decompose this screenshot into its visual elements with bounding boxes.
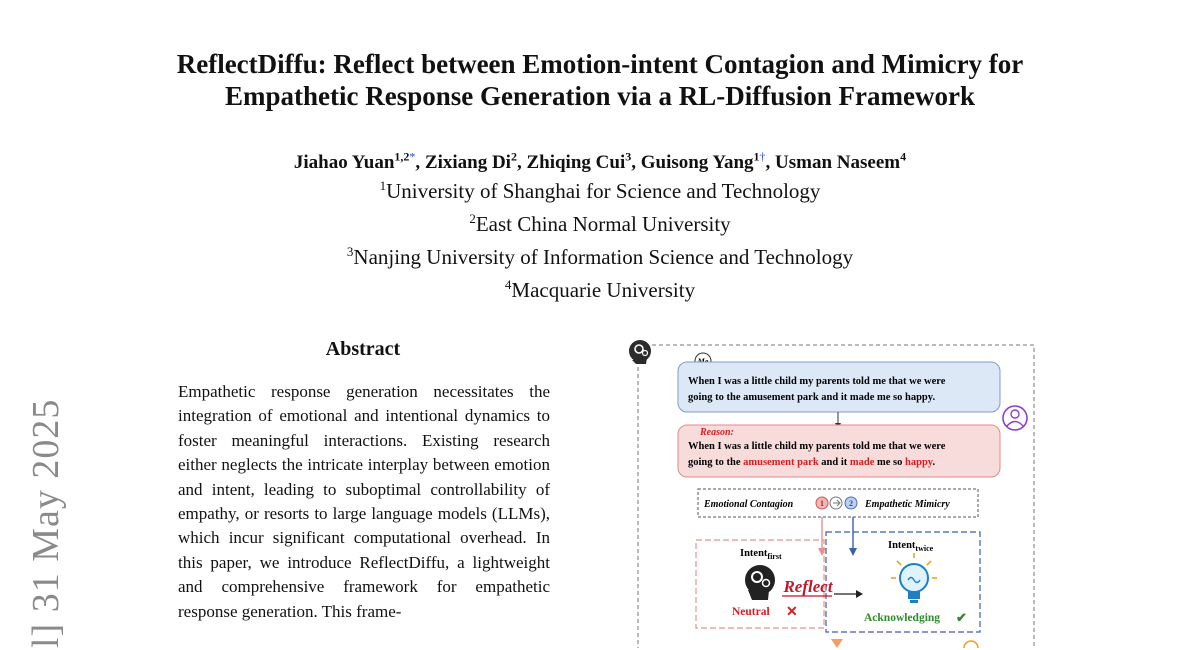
reason-label: Reason: (700, 427, 734, 438)
reason-line-1: When I was a little child my parents told me that we were (688, 441, 946, 452)
affiliation-2: $^2$East China Normal University (469, 211, 731, 236)
utterance-line-2: going to the amusement park and it made me so happy. (688, 392, 936, 403)
svg-text:2: 2 (849, 499, 853, 508)
author-3: Zhiqing Cui$^3$, (526, 150, 641, 174)
author-1: Jiahao Yuan$^{1,2*}$, (293, 150, 425, 174)
utterance-line-1: When I was a little child my parents told me that we were (688, 376, 946, 387)
author-2: Zixiang Di$^2$, (424, 150, 527, 174)
svg-text:1: 1 (820, 499, 824, 508)
affiliation-list (0, 172, 1200, 304)
intent-first-label: Intent$_{first}$ (740, 548, 782, 561)
bottom-arrow-icon (831, 639, 843, 648)
abstract-body (178, 380, 550, 650)
affiliation-3: $^3$Nanjing University of Information Science and Technology (346, 244, 854, 269)
head-icon (629, 340, 651, 364)
reason-line-2: going to the amusement park and it made me so happy. (688, 457, 936, 468)
lightbulb-icon (891, 553, 937, 603)
author-4: Guisong Yang$^{1\dagger}$, (640, 150, 776, 174)
user-icon (1003, 406, 1027, 430)
abstract-text: Empathetic response generation necessitates the integration of emotional and intentional dynamics to foster meaningful interactions. Existing research either neglects the intricate interplay between emotion and intent, leading to suboptimal controllability of empathy, or resorts to large language models (LLMs), which incur significant computational overhead. In this paper, we introduce ReflectDiffu, a lightweight and comprehensive framework for empathetic response generation. This frame- (178, 382, 550, 621)
reflect-label: Reflect (783, 577, 833, 596)
neutral-label: Neutral (732, 606, 770, 618)
check-icon: ✔ (956, 610, 967, 625)
acknowledging-label: Acknowledging (864, 612, 941, 624)
step-2-badge (845, 497, 857, 509)
affiliation-4: $^4$Macquarie University (504, 277, 696, 302)
framework-figure (626, 334, 1046, 648)
mimicry-label: Empathetic Mimicry (865, 499, 950, 510)
affiliation-1: $^1$University of Shanghai for Science and Technology (379, 178, 821, 203)
arxiv-sidebar (20, 388, 80, 648)
arrow-step-icon (830, 497, 842, 509)
paper-title (0, 48, 1200, 112)
utterance-box (678, 362, 1000, 412)
arxiv-date-stamp: l] 31 May 2025 (25, 398, 67, 648)
abstract-heading: Abstract (325, 338, 401, 360)
title-line-2: Empathetic Response Generation via a RL-Diffusion Framework (225, 81, 975, 111)
bottom-right-icon (964, 641, 978, 648)
thinking-head-icon (745, 565, 775, 600)
cross-icon: ✕ (786, 605, 798, 620)
step-1-badge (816, 497, 828, 509)
contagion-label: Emotional Contagion (704, 499, 794, 510)
author-5: Usman Naseem$^4$ (775, 150, 907, 174)
title-line-1: ReflectDiffu: Reflect between Emotion-intent Contagion and Mimicry for (176, 49, 1024, 79)
intent-twice-label: Intent$_{twice}$ (888, 540, 934, 553)
